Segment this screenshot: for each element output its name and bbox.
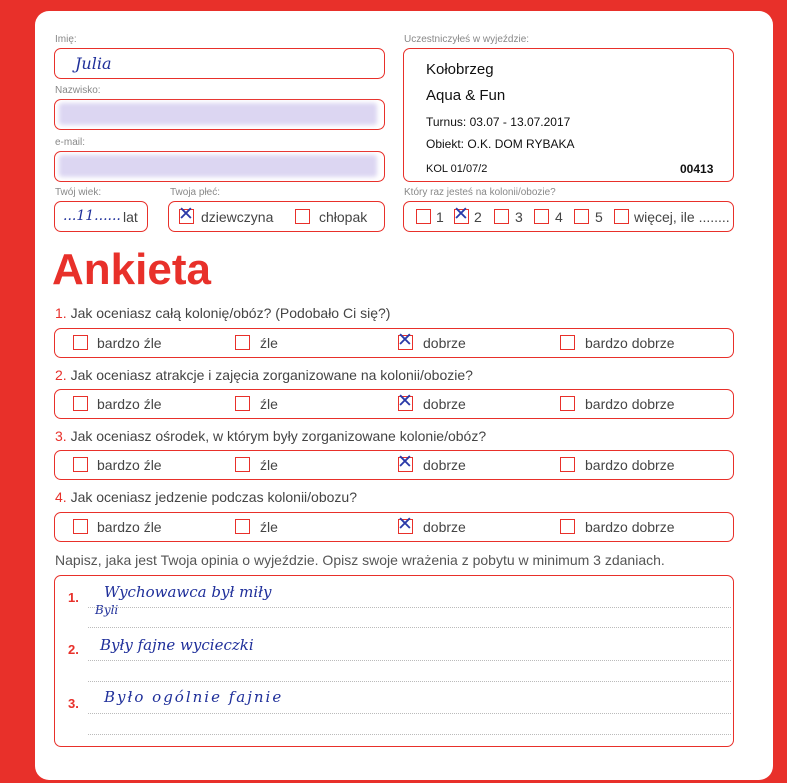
q1-option-good[interactable]: [398, 335, 413, 350]
q2-option-bad-label: źle: [260, 396, 278, 412]
q1-option-very-good[interactable]: [560, 335, 575, 350]
opinion-line-1-text: Wychowawca był miły: [104, 583, 272, 601]
opinion-rule: [88, 660, 731, 661]
redacted-email: [59, 155, 377, 177]
trip-name: Aqua & Fun: [426, 87, 506, 104]
question-1-text: Jak oceniasz całą kolonię/obóz? (Podobało Ci się?): [70, 305, 391, 321]
times-1-label: 1: [436, 209, 444, 225]
q1-option-good-label: dobrze: [423, 335, 466, 351]
q2-option-very-good-label: bardzo dobrze: [585, 396, 675, 412]
gender-field: [168, 201, 385, 232]
trip-code: KOL 01/07/2: [426, 163, 488, 175]
q3-option-bad[interactable]: [235, 457, 250, 472]
opinion-rule: [88, 681, 731, 682]
age-value: ...11......: [63, 208, 121, 224]
q2-option-bad[interactable]: [235, 396, 250, 411]
q2-option-good-label: dobrze: [423, 396, 466, 412]
age-label: Twój wiek:: [55, 187, 102, 198]
opinion-rule: [88, 627, 731, 628]
question-4-text: Jak oceniasz jedzenie podczas kolonii/obozu?: [70, 489, 357, 505]
opinion-rule: [88, 713, 731, 714]
trip-turnus: Turnus: 03.07 - 13.07.2017: [426, 115, 571, 129]
q4-option-very-good[interactable]: [560, 519, 575, 534]
opinion-line-1-number: 1.: [68, 590, 79, 605]
q4-option-very-good-label: bardzo dobrze: [585, 519, 675, 535]
opinion-line-2-text: Były fajne wycieczki: [100, 636, 254, 654]
q2-option-very-bad-label: bardzo źle: [97, 396, 162, 412]
q2-option-very-good[interactable]: [560, 396, 575, 411]
q3-option-very-bad-label: bardzo źle: [97, 457, 162, 473]
question-1-number: 1.: [55, 305, 67, 321]
q4-option-good-label: dobrze: [423, 519, 466, 535]
times-field: [403, 201, 734, 232]
times-3-checkbox[interactable]: [494, 209, 509, 224]
surname-field[interactable]: [54, 99, 385, 130]
question-2-text: Jak oceniasz atrakcje i zajęcia zorganizowane na kolonii/obozie?: [70, 367, 473, 383]
question-2: [55, 367, 473, 383]
q4-option-bad[interactable]: [235, 519, 250, 534]
age-unit: lat: [123, 209, 138, 225]
q1-option-bad-label: źle: [260, 335, 278, 351]
q1-option-very-bad[interactable]: [73, 335, 88, 350]
gender-male-checkbox[interactable]: [295, 209, 310, 224]
question-2-number: 2.: [55, 367, 67, 383]
q3-option-very-good[interactable]: [560, 457, 575, 472]
opinion-line-3-number: 3.: [68, 696, 79, 711]
question-3-answers: [54, 450, 734, 480]
opinion-prompt: Napisz, jaka jest Twoja opinia o wyjeździe. Opisz swoje wrażenia z pobytu w minimum 3 zdaniach.: [55, 552, 665, 568]
q3-option-very-good-label: bardzo dobrze: [585, 457, 675, 473]
q3-option-good[interactable]: [398, 457, 413, 472]
name-label: Imię:: [55, 34, 77, 45]
q4-option-bad-label: źle: [260, 519, 278, 535]
opinion-line-3-text: Było ogólnie fajnie: [104, 688, 284, 706]
times-2-label: 2: [474, 209, 482, 225]
gender-label: Twoja płeć:: [170, 187, 221, 198]
q4-option-very-bad-label: bardzo źle: [97, 519, 162, 535]
q2-option-good[interactable]: [398, 396, 413, 411]
trip-number: 00413: [680, 162, 714, 176]
times-label: Który raz jesteś na kolonii/obozie?: [404, 187, 556, 198]
page-title: Ankieta: [52, 245, 211, 294]
question-2-answers: [54, 389, 734, 419]
times-3-label: 3: [515, 209, 523, 225]
q1-option-very-bad-label: bardzo źle: [97, 335, 162, 351]
question-1: [55, 305, 390, 321]
opinion-line-2-number: 2.: [68, 642, 79, 657]
q3-option-good-label: dobrze: [423, 457, 466, 473]
opinion-rule: [88, 607, 731, 608]
times-1-checkbox[interactable]: [416, 209, 431, 224]
question-3-number: 3.: [55, 428, 67, 444]
redacted-surname: [59, 103, 377, 125]
gender-female-checkbox[interactable]: [179, 209, 194, 224]
q3-option-very-bad[interactable]: [73, 457, 88, 472]
question-4: [55, 489, 357, 505]
name-field[interactable]: [54, 48, 385, 79]
gender-male-label: chłopak: [319, 209, 368, 225]
q3-option-bad-label: źle: [260, 457, 278, 473]
opinion-correction: Byli: [95, 603, 119, 617]
question-1-answers: [54, 328, 734, 358]
surname-label: Nazwisko:: [55, 85, 101, 96]
trip-label: Uczestniczyłeś w wyjeździe:: [404, 34, 530, 45]
gender-female-label: dziewczyna: [201, 209, 274, 225]
q4-option-very-bad[interactable]: [73, 519, 88, 534]
question-3: [55, 428, 486, 444]
opinion-rule: [88, 734, 731, 735]
question-4-answers: [54, 512, 734, 542]
q4-option-good[interactable]: [398, 519, 413, 534]
trip-object: Obiekt: O.K. DOM RYBAKA: [426, 137, 575, 151]
q1-option-very-good-label: bardzo dobrze: [585, 335, 675, 351]
name-value: Julia: [75, 54, 112, 73]
times-more-checkbox[interactable]: [614, 209, 629, 224]
q2-option-very-bad[interactable]: [73, 396, 88, 411]
trip-info-box: [403, 48, 734, 182]
trip-place: Kołobrzeg: [426, 61, 494, 78]
q1-option-bad[interactable]: [235, 335, 250, 350]
times-5-label: 5: [595, 209, 603, 225]
times-5-checkbox[interactable]: [574, 209, 589, 224]
email-label: e-mail:: [55, 137, 86, 148]
question-4-number: 4.: [55, 489, 67, 505]
times-2-checkbox[interactable]: [454, 209, 469, 224]
age-field[interactable]: [54, 201, 148, 232]
times-4-checkbox[interactable]: [534, 209, 549, 224]
email-field[interactable]: [54, 151, 385, 182]
times-4-label: 4: [555, 209, 563, 225]
question-3-text: Jak oceniasz ośrodek, w którym były zorganizowane kolonie/obóz?: [70, 428, 487, 444]
times-more-label: więcej, ile ........: [634, 209, 730, 225]
